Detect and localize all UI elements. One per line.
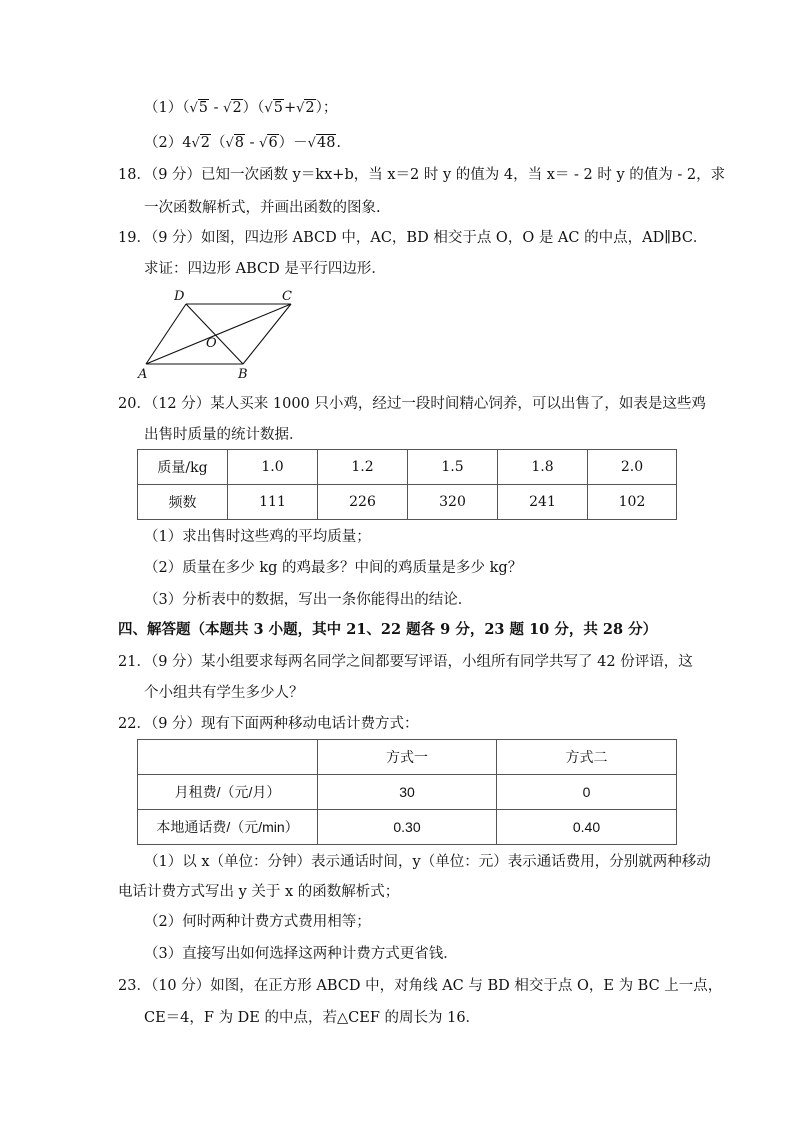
chicken-weight-table: [137, 449, 677, 520]
sqrt-sign-icon: √: [223, 101, 232, 116]
sqrt-sign-icon: √: [189, 101, 198, 116]
table-cell: 111: [228, 485, 318, 520]
label-b: B: [238, 367, 248, 381]
label-a: A: [138, 367, 148, 381]
diagonal-ac: [146, 304, 291, 364]
q22-sub3: （3）直接写出如何选择这两种计费方式更省钱．: [144, 946, 458, 962]
q22-line1: 22．（9 分）现有下面两种移动电话计费方式：: [118, 716, 419, 732]
q20-sub1: （1）求出售时这些鸡的平均质量；: [144, 529, 371, 545]
radicand: 8: [234, 135, 245, 151]
side-cb: [243, 304, 291, 364]
text: （1）（: [144, 100, 190, 116]
text: +: [283, 100, 297, 116]
table-header-cell: 1.2: [318, 450, 408, 485]
table-header-cell: 方式二: [497, 740, 677, 775]
radicand: 5: [198, 100, 209, 116]
q19-line2: 求证：四边形 ABCD 是平行四边形．: [144, 261, 386, 277]
text: ）；: [315, 100, 338, 116]
sqrt-sign-icon: √: [307, 136, 316, 151]
radicand: 2: [232, 100, 242, 116]
table-cell: 0.40: [497, 810, 677, 845]
q20-line2: 出售时质量的统计数据．: [144, 427, 304, 443]
side-ad: [146, 304, 186, 364]
q20-sub2: （2）质量在多少 kg 的鸡最多？中间的鸡质量是多少 kg？: [144, 560, 523, 576]
q18-line2: 一次函数解析式，并画出函数的图象.: [144, 200, 381, 216]
section-heading: 四、解答题（本题共 3 小题，其中 21、22 题各 9 分，23 题 10 分，共 28 分）: [118, 621, 658, 638]
table-row: [138, 485, 677, 520]
table-cell: 102: [588, 485, 677, 520]
text: ）－: [278, 135, 308, 151]
table-row: [138, 810, 677, 845]
table-cell: 0: [497, 775, 677, 810]
radicand: 48: [316, 135, 336, 151]
q22-sub2: （2）何时两种计费方式费用相等；: [144, 914, 371, 930]
q21-line2: 个小组共有学生多少人？: [144, 685, 304, 701]
table-header-cell: 1.0: [228, 450, 318, 485]
label-c: C: [282, 289, 292, 304]
sqrt-sign-icon: √: [225, 136, 234, 151]
radicand: 2: [200, 135, 210, 151]
q20-line1: 20．（12 分）某人买来 1000 只小鸡，经过一段时间精心饲养，可以出售了，如表是这些鸡: [118, 396, 706, 412]
text: -: [209, 100, 224, 116]
p17-item-2: [144, 133, 341, 154]
radicand: 2: [305, 100, 315, 116]
sqrt-sign-icon: √: [259, 136, 268, 151]
table-header-cell: [138, 740, 318, 775]
table-cell: 320: [408, 485, 498, 520]
text: -: [245, 135, 260, 151]
diagonal-bd: [186, 304, 243, 364]
radicand: 6: [268, 135, 278, 151]
q22-sub1-line2: 电话计费方式写出 y 关于 x 的函数解析式；: [118, 884, 400, 900]
sqrt-sign-icon: √: [296, 101, 305, 116]
p17-item-1: [144, 98, 337, 119]
table-cell: 月租费/（元/月）: [138, 775, 318, 810]
table-header-cell: 1.8: [498, 450, 588, 485]
q18-line1: 18．（9 分）已知一次函数 y＝kx+b，当 x＝2 时 y 的值为 4，当 x＝ - 2 时 y 的值为 - 2，求: [118, 167, 726, 183]
q23-line1: 23．（10 分）如图，在正方形 ABCD 中，对角线 AC 与 BD 相交于点 O，E 为 BC 上一点，: [118, 978, 723, 994]
table-cell: 0.30: [318, 810, 497, 845]
q22-sub1-line1: （1）以 x（单位：分钟）表示通话时间，y（单位：元）表示通话费用，分别就两种移动: [144, 854, 711, 870]
q19-line1: 19．（9 分）如图，四边形 ABCD 中，AC，BD 相交于点 O，O 是 AC 的中点，AD∥BC．: [118, 230, 708, 246]
table-header-cell: 1.5: [408, 450, 498, 485]
table-header-cell: 2.0: [588, 450, 677, 485]
table-row: [138, 740, 677, 775]
label-d: D: [174, 289, 185, 304]
phone-plan-table: [137, 739, 677, 845]
text: （: [210, 135, 226, 151]
text: ）（: [242, 100, 265, 116]
table-header-cell: 方式一: [318, 740, 497, 775]
table-cell: 频数: [138, 485, 228, 520]
sqrt-sign-icon: √: [191, 136, 200, 151]
table-header-cell: 质量/kg: [138, 450, 228, 485]
label-o: O: [206, 336, 217, 351]
radicand: 5: [273, 100, 283, 116]
table-cell: 226: [318, 485, 408, 520]
parallelogram-figure: [136, 286, 306, 381]
q21-line1: 21．（9 分）某小组要求每两名同学之间都要写评语，小组所有同学共写了 42 份评语，这: [118, 654, 693, 670]
text: （2）4: [144, 135, 192, 151]
table-cell: 本地通话费/（元/min）: [138, 810, 318, 845]
text: .: [336, 135, 342, 151]
table-row: [138, 775, 677, 810]
q23-line2: CE＝4，F 为 DE 的中点，若△CEF 的周长为 16．: [144, 1010, 481, 1026]
sqrt-sign-icon: √: [264, 101, 273, 116]
q20-sub3: （3）分析表中的数据，写出一条你能得出的结论．: [144, 592, 473, 608]
table-row: [138, 450, 677, 485]
table-cell: 241: [498, 485, 588, 520]
table-cell: 30: [318, 775, 497, 810]
